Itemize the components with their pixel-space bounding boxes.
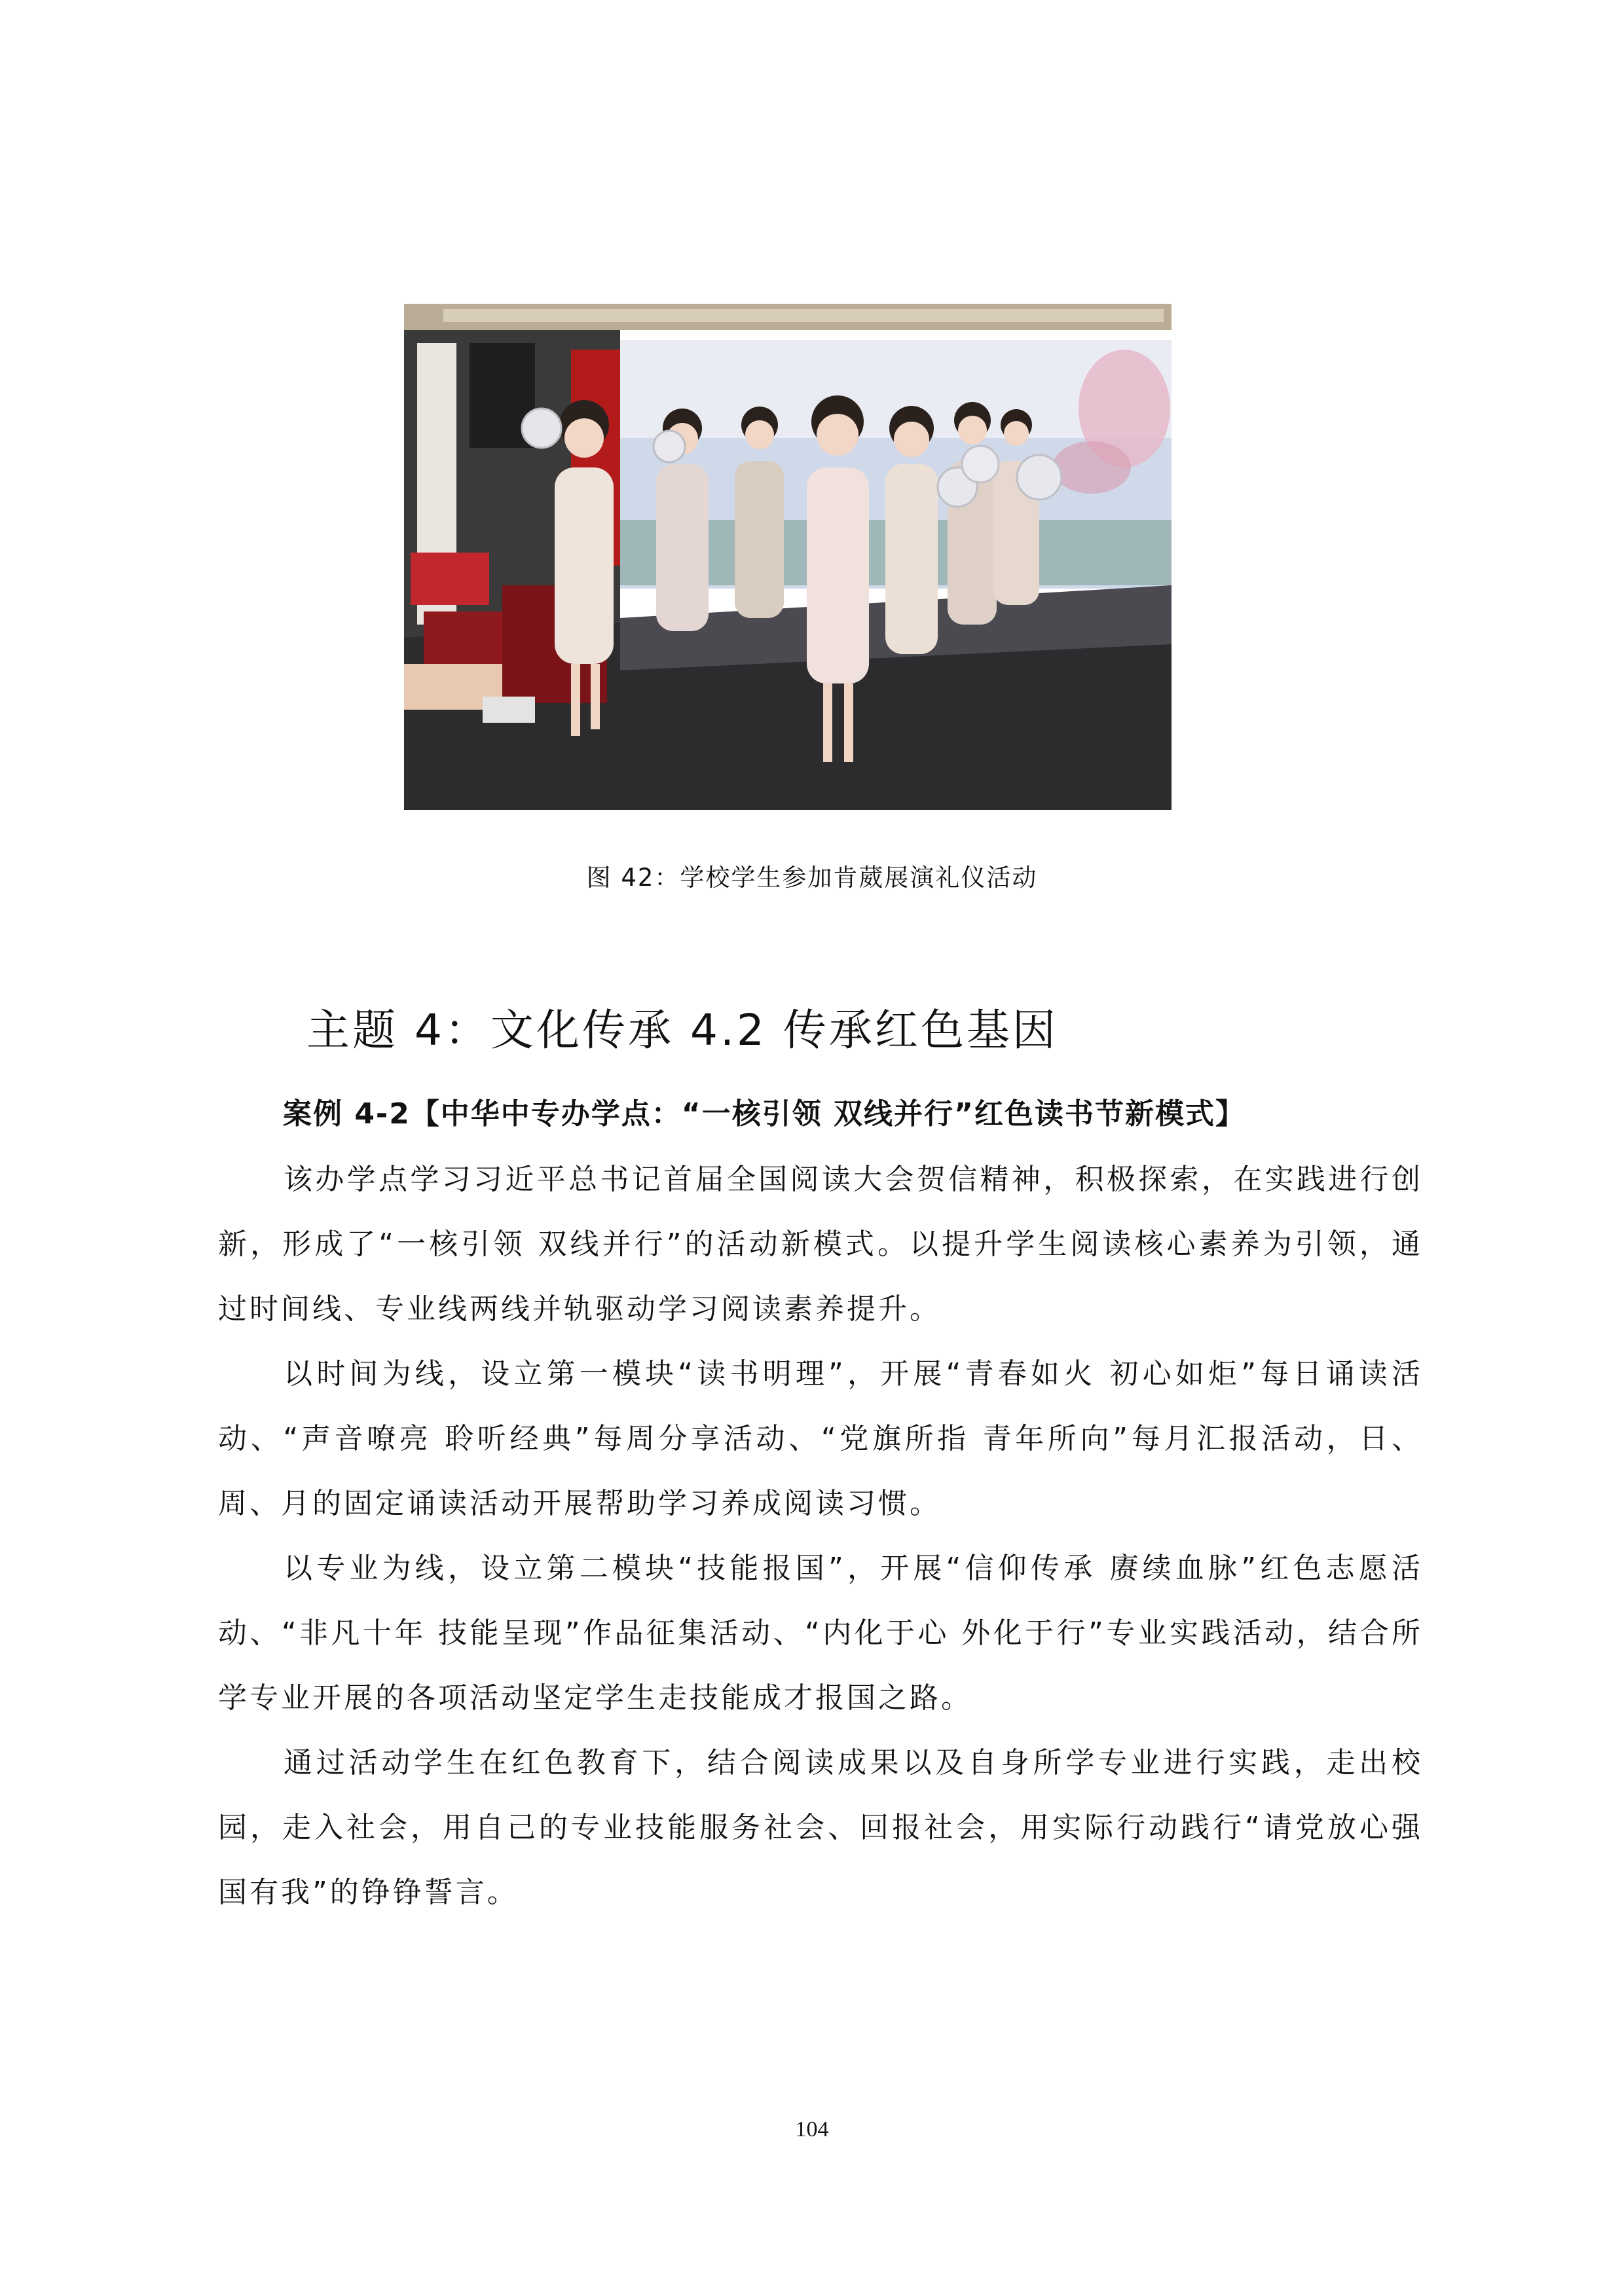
paragraph: 该办学点学习习近平总书记首届全国阅读大会贺信精神，积极探索，在实践进行创新，形成了“一核引领 双线并行”的活动新模式。以提升学生阅读核心素养为引领，通过时间线、专业线两线并轨驱动学习阅读素养提升。	[218, 1163, 1423, 1326]
section-heading: 主题 4：文化传承 4.2 传承红色基因	[306, 1005, 1058, 1055]
paragraph: 以专业为线，设立第二模块“技能报国”，开展“信仰传承 赓续血脉”红色志愿活动、“非凡十年 技能呈现”作品征集活动、“内化于心 外化于行”专业实践活动，结合所学专业开展的各项活动坚定学生走技能成才报国之路。	[218, 1552, 1423, 1715]
paragraph: 通过活动学生在红色教育下，结合阅读成果以及自身所学专业进行实践，走出校园，走入社会，用自己的专业技能服务社会、回报社会，用实际行动践行“请党放心强国有我”的铮铮誓言。	[218, 1746, 1423, 1909]
case-title: 案例 4-2【中华中专办学点：“一核引领 双线并行”红色读书节新模式】	[283, 1097, 1246, 1131]
event-photo	[404, 304, 1172, 810]
body-text	[218, 1147, 1423, 1925]
page-number: 104	[795, 2117, 829, 2141]
paragraph: 以时间为线，设立第一模块“读书明理”，开展“青春如火 初心如炬”每日诵读活动、“声音嘹亮 聆听经典”每周分享活动、“党旗所指 青年所向”每月汇报活动，日、周、月的固定诵读活动开展帮助学习养成阅读习惯。	[218, 1357, 1423, 1520]
figure-caption: 图 42：学校学生参加肯葳展演礼仪活动	[586, 864, 1038, 892]
